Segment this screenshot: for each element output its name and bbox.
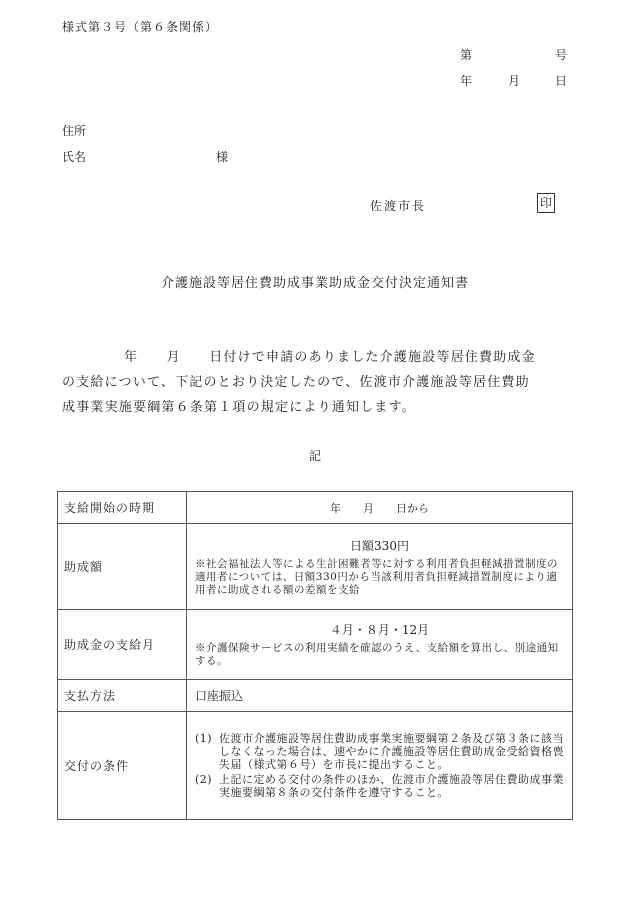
table-row [58, 524, 573, 610]
amount-label: 助成額 [58, 524, 187, 610]
condition-item [195, 732, 564, 771]
seal-mark: 印 [537, 193, 555, 213]
months-value: ４月・８月・12月 [329, 623, 430, 637]
condition-number: (2) [195, 773, 213, 786]
start-value: 年 月 日から [187, 492, 573, 524]
body-paragraph [62, 345, 578, 420]
conditions-label: 交付の条件 [58, 712, 187, 820]
date-month-label: 月 [508, 74, 521, 88]
table-row [58, 712, 573, 820]
start-label: 支給開始の時期 [58, 492, 187, 524]
amount-cell [187, 524, 573, 610]
details-table [57, 491, 573, 820]
amount-value: 日額330円 [350, 538, 409, 553]
address-label: 住所 [62, 124, 87, 138]
table-row [58, 680, 573, 712]
payment-label: 支払方法 [58, 680, 187, 712]
honorific: 様 [216, 150, 229, 164]
condition-number: (1) [195, 732, 213, 745]
condition-text: 佐渡市介護施設等居住費助成事業実施要綱第２条及び第３条に該当しなくなった場合は、速やかに介護施設等居住費助成金受給資格喪失届（様式第６号）を市長に提出すること。 [219, 732, 564, 771]
conditions-cell [187, 712, 573, 820]
date-year-label: 年 [460, 74, 473, 88]
months-note: ※介護保険サービスの利用実績を確認のうえ、支給額を算出し、別途通知する。 [195, 642, 559, 667]
condition-text: 上記に定める交付の条件のほか、佐渡市介護施設等居住費助成事業実施要綱第８条の交付条件を遵守すること。 [219, 773, 564, 799]
table-row [58, 610, 573, 680]
body-line-2: の支給について、下記のとおり決定したので、佐渡市介護施設等居住費助 [62, 375, 530, 390]
date-day-label: 日 [555, 74, 568, 88]
condition-item [195, 773, 564, 799]
months-label: 助成金の支給月 [58, 610, 187, 680]
form-number: 様式第３号（第６条関係） [62, 20, 219, 34]
document-number-label-right: 号 [555, 48, 568, 62]
body-line-3: 成事業実施要綱第６条第１項の規定により通知します。 [62, 400, 416, 415]
issuer-name: 佐渡市長 [370, 199, 427, 213]
amount-note: ※社会福祉法人等による生計困難者等に対する利用者負担軽減措置制度の適用者については、日額330円から当該利用者負担軽減措置制度により適用者に助成される額の差額を支給 [195, 557, 558, 596]
body-line-1: 年 月 日付けで申請のありました介護施設等居住費助成金 [124, 350, 536, 365]
document-title: 介護施設等居住費助成事業助成金交付決定通知書 [160, 276, 469, 291]
ki-heading: 記 [308, 449, 321, 463]
months-cell [187, 610, 573, 680]
document-number-label-left: 第 [460, 48, 473, 62]
payment-value: 口座振込 [187, 680, 573, 712]
name-label: 氏名 [62, 150, 87, 164]
table-row [58, 492, 573, 524]
